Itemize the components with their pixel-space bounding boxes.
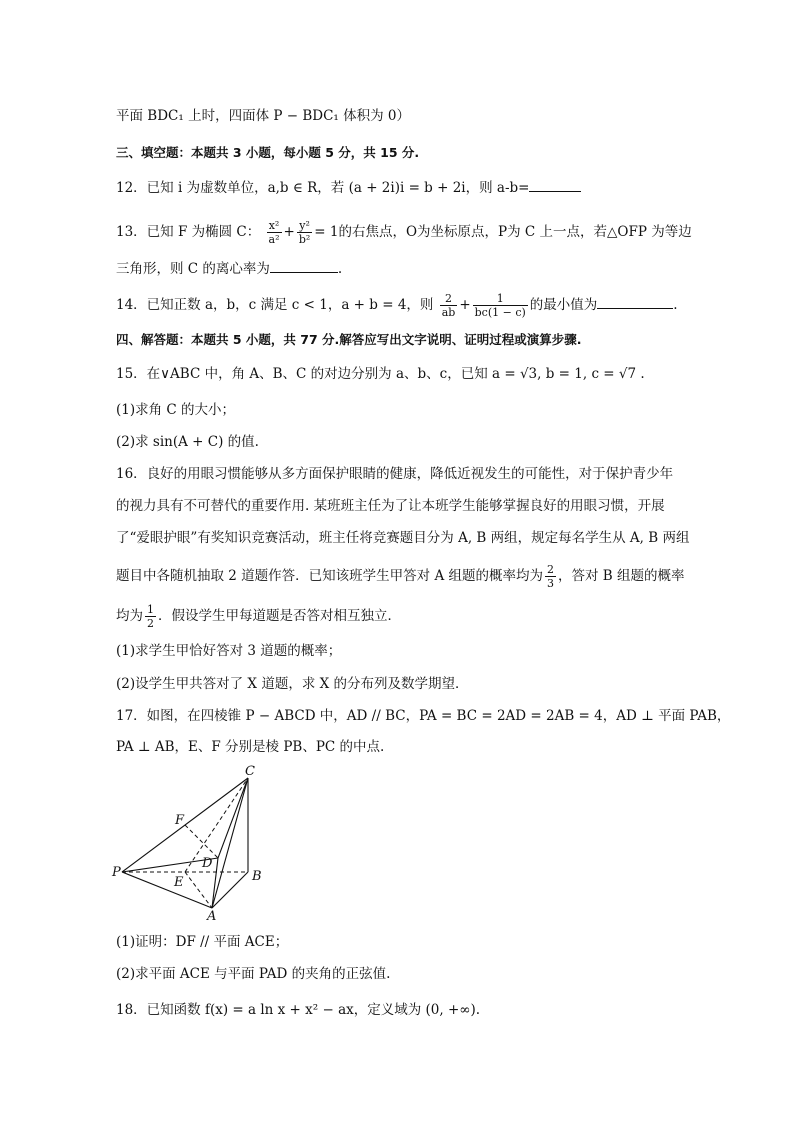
fraction-two-thirds: $\frac{2}{3}$ <box>547 563 555 590</box>
fraction-1-bc: $\frac{1}{bc(1 - c)}$ <box>474 292 526 319</box>
pyramid-figure <box>108 762 268 922</box>
answer-blank-14 <box>597 294 673 309</box>
label-E: E <box>174 875 184 890</box>
question-17-part-1: (1)证明：DF // 平面 ACE； <box>116 934 289 950</box>
label-F: F <box>175 813 185 828</box>
label-D: D <box>202 856 213 871</box>
section-heading-solutions: 四、解答题：本题共 5 小题，共 77 分.解答应写出文字说明、证明过程或演算步骤. <box>116 332 582 347</box>
label-A: A <box>207 909 217 922</box>
question-13-cont: 三角形，则 C 的离心率为 . <box>116 258 342 279</box>
text-line-1: 平面 BDC₁ 上时，四面体 P − BDC₁ 体积为 0） <box>116 108 410 124</box>
question-16-line-3: 了“爱眼护眼”有奖知识竞赛活动，班主任将竞赛题目分为 A, B 两组，规定每名学生从 A, B 两组 <box>116 530 690 546</box>
fraction-half: $\frac{1}{2}$ <box>147 603 154 630</box>
answer-blank-13 <box>270 258 338 273</box>
question-16-line-2: 的视力具有不可替代的重要作用. 某班班主任为了让本班学生能够掌握良好的用眼习惯，开展 <box>116 498 665 514</box>
label-B: B <box>252 869 262 884</box>
question-14: 14．已知正数 a，b，c 满足 c < 1，a + b = 4，则 $\frac{2}{ab}$ + $\frac{1}{bc(1 - c)}$ 的最小值为 . <box>116 292 678 319</box>
pyramid-diagram <box>108 762 268 922</box>
question-12: 12．已知 i 为虚数单位，a,b ∈ R，若 (a + 2i)i = b + 2i，则 a-b= <box>116 177 581 198</box>
question-16-line-1: 16．良好的用眼习惯能够从多方面保护眼睛的健康，降低近视发生的可能性，对于保护青少年 <box>116 466 674 482</box>
fraction-y2-b2: $\frac{\text{y²}}{\text{b²}}$ <box>298 219 311 246</box>
question-15-part-1: (1)求角 C 的大小； <box>116 402 236 418</box>
answer-blank-12 <box>529 177 581 192</box>
section-heading-fill-in: 三、填空题：本题共 3 小题，每小题 5 分，共 15 分. <box>116 145 420 160</box>
question-18: 18．已知函数 f(x) = a ln x + x² − ax，定义域为 (0, +∞). <box>116 1002 481 1018</box>
question-17-line-2: PA ⊥ AB，E、F 分别是棱 PB、PC 的中点. <box>116 739 385 755</box>
question-17-line-1: 17．如图，在四棱锥 P − ABCD 中，AD // BC，PA = BC = 2AD = 2AB = 4，AD ⊥ 平面 PAB， <box>116 708 731 724</box>
label-C: C <box>245 764 255 779</box>
question-15-part-2: (2)求 sin(A + C) 的值. <box>116 434 259 450</box>
question-17-part-2: (2)求平面 ACE 与平面 PAD 的夹角的正弦值. <box>116 966 391 982</box>
question-16-line-4: 题目中各随机抽取 2 道题作答．已知该班学生甲答对 A 组题的概率均为 $\frac{2}{3}$ ，答对 B 组题的概率 <box>116 563 685 590</box>
question-13: 13．已知 F 为椭圆 C： $\frac{\text{x²}}{\text{a²}}$ + $\frac{\text{y²}}{\text{b²}}$ = 1的右焦点，O为坐标原点，P为 C 上一点，若△OFP 为等边 <box>116 219 692 246</box>
label-P: P <box>112 865 121 880</box>
question-15: 15．在∨ABC 中，角 A、B、C 的对边分别为 a、b、c，已知 a = √3, b = 1, c = √7 . <box>116 366 645 382</box>
question-16-part-2: (2)设学生甲共答对了 X 道题，求 X 的分布列及数学期望． <box>116 676 469 692</box>
fraction-x2-a2: $\frac{\text{x²}}{\text{a²}}$ <box>268 219 280 246</box>
fraction-2-ab: $\frac{2}{ab}$ <box>441 292 456 319</box>
question-16-line-5: 均为 $\frac{1}{2}$ ．假设学生甲每道题是否答对相互独立． <box>116 603 401 630</box>
question-16-part-1: (1)求学生甲恰好答对 3 道题的概率； <box>116 643 342 659</box>
